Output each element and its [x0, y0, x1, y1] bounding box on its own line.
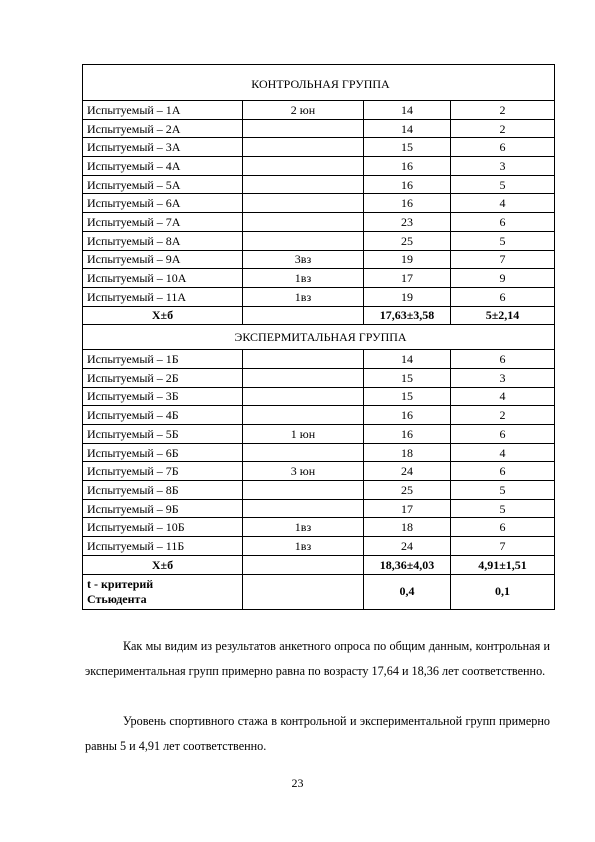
- category-cell: 1 юн: [243, 425, 364, 444]
- category-cell: [243, 368, 364, 387]
- table-row: [83, 175, 555, 194]
- experience-cell: 6: [451, 213, 555, 232]
- ttest-label-line1: t - критерий: [87, 576, 154, 591]
- age-cell: 25: [364, 231, 451, 250]
- age-cell: 16: [364, 425, 451, 444]
- table-row: [83, 194, 555, 213]
- experience-cell: 6: [451, 518, 555, 537]
- experience-cell: 6: [451, 350, 555, 369]
- subject-name-cell: Испытуемый – 4Б: [83, 406, 243, 425]
- table-row: [83, 138, 555, 157]
- table-row: [83, 213, 555, 232]
- subject-name-cell: Испытуемый – 11Б: [83, 537, 243, 556]
- experimental-summary-row: [83, 555, 555, 574]
- subject-name-cell: Испытуемый – 2А: [83, 119, 243, 138]
- category-cell: 3 юн: [243, 462, 364, 481]
- subject-name-cell: Испытуемый – 8Б: [83, 481, 243, 500]
- experience-cell: 5: [451, 499, 555, 518]
- age-cell: 17: [364, 499, 451, 518]
- subject-name-cell: Испытуемый – 3Б: [83, 387, 243, 406]
- summary-label-cell: X±б: [83, 555, 243, 574]
- table-row: [83, 462, 555, 481]
- experience-cell: 5: [451, 175, 555, 194]
- table-row: [83, 269, 555, 288]
- category-cell: 1вз: [243, 537, 364, 556]
- table-row: [83, 481, 555, 500]
- ttest-experience-cell: 0,1: [451, 574, 555, 609]
- category-cell: [243, 406, 364, 425]
- category-cell: [243, 119, 364, 138]
- experience-cell: 2: [451, 119, 555, 138]
- experience-cell: 5: [451, 481, 555, 500]
- ttest-label-cell: [83, 574, 243, 609]
- subject-name-cell: Испытуемый – 4А: [83, 157, 243, 176]
- category-cell: 1вз: [243, 269, 364, 288]
- experience-cell: 6: [451, 462, 555, 481]
- subject-name-cell: Испытуемый – 10А: [83, 269, 243, 288]
- table-row: [83, 368, 555, 387]
- experience-cell: 6: [451, 287, 555, 306]
- ttest-label-line2: Стьюдента: [87, 591, 147, 606]
- table-row: [83, 287, 555, 306]
- subject-name-cell: Испытуемый – 6Б: [83, 443, 243, 462]
- subject-name-cell: Испытуемый – 5А: [83, 175, 243, 194]
- summary-experience-cell: 4,91±1,51: [451, 555, 555, 574]
- table-row: [83, 250, 555, 269]
- table-row: [83, 119, 555, 138]
- subject-name-cell: Испытуемый – 2Б: [83, 368, 243, 387]
- control-group-header: КОНТРОЛЬНАЯ ГРУППА: [83, 65, 555, 101]
- category-cell: [243, 231, 364, 250]
- category-cell: 1вз: [243, 287, 364, 306]
- table-row: [83, 443, 555, 462]
- category-cell: [243, 443, 364, 462]
- age-cell: 16: [364, 157, 451, 176]
- experience-cell: 7: [451, 250, 555, 269]
- experience-cell: 4: [451, 387, 555, 406]
- subject-name-cell: Испытуемый – 9А: [83, 250, 243, 269]
- page-number: 23: [291, 776, 304, 790]
- age-cell: 15: [364, 368, 451, 387]
- table-row: [83, 101, 555, 120]
- paragraph-age-comparison: Как мы видим из результатов анкетного опроса по общим данным, контрольная и экспериментальная групп примерно равна по возрасту 17,64 и 18,36 лет соответственно.: [85, 639, 550, 678]
- table-row: [83, 231, 555, 250]
- paragraph-experience-comparison: Уровень спортивного стажа в контрольной и экспериментальной групп примерно равны 5 и 4,91 лет соответственно.: [85, 714, 550, 753]
- table-row: [83, 387, 555, 406]
- table-row: [83, 157, 555, 176]
- table-row: [83, 518, 555, 537]
- subject-name-cell: Испытуемый – 7А: [83, 213, 243, 232]
- summary-experience-cell: 5±2,14: [451, 306, 555, 325]
- experimental-group-header: ЭКСПЕРМИТАЛЬНАЯ ГРУППА: [83, 325, 555, 350]
- category-cell: 2 юн: [243, 101, 364, 120]
- category-cell: 1вз: [243, 518, 364, 537]
- table-row: [83, 425, 555, 444]
- age-cell: 16: [364, 406, 451, 425]
- category-cell: 3вз: [243, 250, 364, 269]
- experience-cell: 2: [451, 406, 555, 425]
- subject-name-cell: Испытуемый – 7Б: [83, 462, 243, 481]
- experience-cell: 4: [451, 194, 555, 213]
- age-cell: 16: [364, 194, 451, 213]
- experimental-group-header-row: [83, 325, 555, 350]
- age-cell: 18: [364, 443, 451, 462]
- age-cell: 19: [364, 250, 451, 269]
- experience-cell: 5: [451, 231, 555, 250]
- category-cell: [243, 350, 364, 369]
- category-cell: [243, 481, 364, 500]
- experience-cell: 2: [451, 101, 555, 120]
- table-row: [83, 350, 555, 369]
- results-table: [82, 64, 555, 610]
- table-row: [83, 406, 555, 425]
- summary-age-cell: 17,63±3,58: [364, 306, 451, 325]
- summary-age-cell: 18,36±4,03: [364, 555, 451, 574]
- experience-cell: 3: [451, 157, 555, 176]
- experience-cell: 6: [451, 425, 555, 444]
- age-cell: 25: [364, 481, 451, 500]
- experience-cell: 9: [451, 269, 555, 288]
- subject-name-cell: Испытуемый – 5Б: [83, 425, 243, 444]
- ttest-age-cell: 0,4: [364, 574, 451, 609]
- control-summary-row: [83, 306, 555, 325]
- category-cell: [243, 213, 364, 232]
- experience-cell: 7: [451, 537, 555, 556]
- category-cell: [243, 499, 364, 518]
- category-cell: [243, 387, 364, 406]
- age-cell: 23: [364, 213, 451, 232]
- subject-name-cell: Испытуемый – 11А: [83, 287, 243, 306]
- age-cell: 15: [364, 138, 451, 157]
- subject-name-cell: Испытуемый – 10Б: [83, 518, 243, 537]
- empty-cell: [243, 306, 364, 325]
- experience-cell: 4: [451, 443, 555, 462]
- age-cell: 15: [364, 387, 451, 406]
- empty-cell: [243, 574, 364, 609]
- subject-name-cell: Испытуемый – 9Б: [83, 499, 243, 518]
- table-row: [83, 499, 555, 518]
- age-cell: 24: [364, 462, 451, 481]
- subject-name-cell: Испытуемый – 8А: [83, 231, 243, 250]
- age-cell: 14: [364, 350, 451, 369]
- subject-name-cell: Испытуемый – 1Б: [83, 350, 243, 369]
- subject-name-cell: Испытуемый – 6А: [83, 194, 243, 213]
- category-cell: [243, 157, 364, 176]
- category-cell: [243, 138, 364, 157]
- subject-name-cell: Испытуемый – 1А: [83, 101, 243, 120]
- ttest-row: [83, 574, 555, 609]
- control-group-header-row: [83, 65, 555, 101]
- empty-cell: [243, 555, 364, 574]
- age-cell: 16: [364, 175, 451, 194]
- experience-cell: 3: [451, 368, 555, 387]
- subject-name-cell: Испытуемый – 3А: [83, 138, 243, 157]
- age-cell: 14: [364, 119, 451, 138]
- experience-cell: 6: [451, 138, 555, 157]
- age-cell: 18: [364, 518, 451, 537]
- age-cell: 17: [364, 269, 451, 288]
- results-table-body: [83, 65, 555, 610]
- table-row: [83, 537, 555, 556]
- age-cell: 19: [364, 287, 451, 306]
- summary-label-cell: X±б: [83, 306, 243, 325]
- category-cell: [243, 194, 364, 213]
- age-cell: 24: [364, 537, 451, 556]
- age-cell: 14: [364, 101, 451, 120]
- category-cell: [243, 175, 364, 194]
